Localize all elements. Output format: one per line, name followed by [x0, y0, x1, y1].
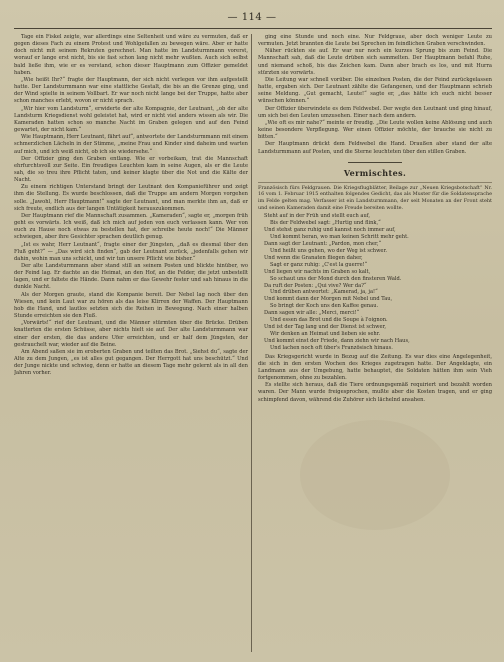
poem-line: Und kommt dann der Morgen mit Nebel und Tau, — [264, 296, 393, 303]
poem-line: Und kommt heran, wo man keinen Schritt mehr geht. — [270, 234, 409, 241]
article-paragraph: Zu einem richtigen Unterstand bringt der Leutnant den Kompanieführer und zeigt ihm die Stellung. Es wurde beschlossen, daß die Truppe am andern Morgen vorgehen solle. „Jawohl, Herr Hauptmann!“ sagte der Leutnant, und man merkte ihm an, daß er sich freute, endlich aus der langen Untätigkeit herauszukommen. — [14, 184, 248, 212]
poem-line: Und drüben antwortet: „Kamerad, ja, ja!“ — [270, 289, 378, 296]
article-paragraph: Tage ein Fiskel zeigte, war allerdings eine Seltenheit und wäre zu vermuten, daß er gegen dieses Fach zu einem Protest und Wohlgefallen zu bewegen wäre. Aber er hatte doch nicht mit seinem Rekruten gerechnet. Man hatte im Landsturmmann vorerst, worauf er lange erst nicht, bis sie fast schon lang nicht mehr wußten. Auch sich selbst bald ließe ihm, wie er es verstand, schon dieser Hauptmann zum Offizier gemeldet haben. — [14, 34, 248, 76]
poem-line: So bringt der Koch uns den Kaffee genau. — [270, 303, 379, 310]
poem-line: Sagt er ganz ruhig: „C'est la guerre!“ — [270, 261, 368, 268]
poem — [258, 213, 492, 351]
poem-line: So schaut uns der Mond durch den finsteren Wald. — [270, 275, 402, 282]
article-paragraph: Am Abend saßen sie im eroberten Graben und teilten das Brot. „Siehst du“, sagte der Alte zu dem Jungen, „es ist alles gut gegangen. Der Herrgott hat uns beschützt.“ Und der Junge nickte und schwieg, denn er hatte an diesem Tage mehr gelernt als in all den Jahren vorher. — [14, 348, 248, 377]
poem-line: Und heißt uns gehen, wo der Weg ist schwer. — [270, 248, 387, 254]
poem-line: Wir denken an Heimat und lieben sie sehr. — [270, 330, 381, 337]
poem-line: Bis der Feldwebel sagt: „Hurtig und flink,“ — [270, 220, 381, 227]
left-column — [14, 34, 248, 652]
article-paragraph: Als der Morgen graute, stand die Kompanie bereit. Der Nebel lag noch über den Wiesen, und kein Laut war zu hören als das leise Klirren der Waffen. Der Hauptmann hob die Hand, und lautlos setzten sich die Reihen in Bewegung. Nach einer halben Stunde erreichten sie den Fluß. — [14, 291, 248, 320]
notice-paragraph: Französisch fürs Feldgrauen. Die Kriegsflugblätter, Beilage zur „Neuen Kriegsbotschaft“ Nr. 16 vom 1. Februar 1915 enthalten folgendes Gedicht, das als Muster für die Soldatensprache im Felde gelten mag. Verfasser ist ein Landsturmmann, der seit Monaten an der Front steht und seinen Kameraden damit eine Freude bereiten wollte. — [258, 182, 492, 212]
article-paragraph: Der Hauptmann drückt dem Feldwebel die Hand. Draußen aber stand der alte Landsturmmann auf Posten, und die Sterne leuchteten über den stillen Graben. — [258, 141, 492, 155]
poem-line: Und ist der Tag lang und der Dienst ist schwer, — [264, 323, 387, 330]
page-number: — 114 — — [227, 12, 277, 23]
right-column — [258, 34, 492, 652]
poem-line: Und wenn die Granaten fliegen daher, — [264, 254, 363, 261]
article-paragraph: Näher rückten sie auf. Er war nur noch ein kurzes Sprung bis zum Feind. Die Mannschaft sah, daß die Leute drüben sich sammelten. Der Hauptmann befahl Ruhe, und niemand schoß, bis das Zeichen kam. Dann aber brach es los, und mit Hurra stürzten sie vorwärts. — [258, 48, 492, 76]
poem-line: Und kommt einst der Friede, dann ziehn wir nach Haus, — [264, 337, 410, 344]
poem-line: Und stehst ganz ruhig und kannst noch immer auf, — [264, 227, 396, 234]
article-paragraph: Der Hauptmann rief die Mannschaft zusammen. „Kameraden“, sagte er, „morgen früh geht es vorwärts. Ich weiß, daß ich mich auf jeden von euch verlassen kann. Wer von euch zu Hause noch etwas zu bestellen hat, der schreibe heute noch!“ Die Männer schwiegen, aber ihre Gesichter sprachen deutlich genug. — [14, 212, 248, 241]
poem-line: Dann sagen wir alle: „Merci, merci!“ — [264, 310, 360, 317]
article-paragraph: Das Kriegsgericht wurde in Bezug auf die Zeitung. Es war dies eine Angelegenheit, die sich in den ersten Wochen des Krieges zugetragen hatte. Der Angeklagte, ein Landmann aus der Umgebung, hatte behauptet, die Soldaten hätten ihm sein Vieh fortgenommen, ohne zu bezahlen. — [258, 353, 492, 382]
article-paragraph: „Wie oft es mir nahe?“ meinte er freudig. „Die Leute wollen keine Ablösung und auch keine besondere Verpflegung. Wer einen Offizier möchte, der brauche sie nicht zu bitten.“ — [258, 119, 492, 141]
article-paragraph: Der Offizier überwindete es dem Feldwebel. Der wegte den Leutnant und ging hinauf, um sich bei den Leuten umzusehen. Einer nach dem andern. — [258, 105, 492, 119]
poem-line: Steht auf in der Früh und stellt euch auf, — [264, 213, 371, 220]
poem-line: Und liegen wir nachts im Graben so kalt, — [264, 268, 371, 275]
article-paragraph: „Wir hier vom Landsturm“, erwiderte der alte Kompagnie, der Leutnant, „ob der alte Landsturm Kriegsdienst wohl geleistet hat, wird er nicht viel anders wissen als wir. Die Kameraden hatten schon so manche Nacht im Graben gelegen und auf den Feind gewartet, der nicht kam.“ — [14, 105, 248, 134]
article-paragraph: Der alte Landsturmmann aber stand still an seinem Posten und blickte hinüber, wo der Feind lag. Er dachte an die Heimat, an den Hof, an die Felder, die jetzt unbestellt lagen, und er faltete die Hände. Dann nahm er das Gewehr fester und sah hinaus in die dunkle Nacht. — [14, 263, 248, 291]
poem-line: Und lachen noch oft über's Französisch hinaus. — [270, 344, 393, 351]
section-title: Vermischtes. — [343, 167, 407, 178]
poem-line: Und essen das Brot und die Soupe à l'oignon. — [270, 317, 388, 324]
column-divider — [251, 34, 252, 652]
header-rule — [14, 28, 492, 29]
article-paragraph: Der Offizier ging den Graben entlang. Wie er vorbeikam, trat die Mannschaft ehrfurchtsvoll zur Seite. Ein freudiges Leuchten kam in seine Augen, als er die Leute sah, die so treu ihre Pflicht taten, und keiner klagte über die Not und die Kälte der Nacht. — [14, 155, 248, 184]
article-paragraph: „Vorwärts!“ rief der Leutnant, und die Männer stürmten über die Brücke. Drüben knatterten die ersten Schüsse, aber nichts hielt sie auf. Der alte Landsturmmann war einer der ersten, die das andere Ufer erreichten, und er half dem Jüngsten, der gestrauchelt war, wieder auf die Beine. — [14, 320, 248, 348]
poem-line: Dann sagt der Leutnant: „Pardon, mon cher,“ — [264, 241, 382, 248]
article-paragraph: „Wie heißt Ihr?“ fragte der Hauptmann, der sich nicht verlegen vor ihm aufgestellt hatte. Der Landsturmmann war eine stattliche Gestalt, die bis an die Grenze ging, und der Wind spielte in seinem Vollbart. Er war noch nicht lange bei der Truppe, hatte aber schon manches erlebt, wovon er nicht sprach. — [14, 76, 248, 105]
article-paragraph: Wie Hauptmann, Herr Leutnant, fährt auf“, antwortete der Landsturmmann mit einem schmerzlichen Lächeln in der Stimme, „meine Frau und Kinder sind daheim und warten auf mich, und ich weiß nicht, ob ich sie wiedersehe.“ — [14, 134, 248, 155]
article-paragraph: ging eine Stunde und noch eine. Nur Feldgraue, aber doch weniger Leute zu vermuten. Jetzt brannten die Leute bei Sprechen im feindlichen Graben verschwinden. — [258, 34, 492, 48]
article-paragraph: Es stellte sich heraus, daß die Tiere ordnungsgemäß requiriert und bezahlt worden waren. Der Mann wurde freigesprochen, mußte aber die Kosten tragen, und er ging schimpfend davon, während die Zuhörer sich lächelnd ansahen. — [258, 382, 492, 403]
article-paragraph: Die Leitung war schnell vorüber. Die einzelnen Posten, die der Feind zurückgelassen hatte, ergaben sich. Der Leutnant zählte die Gefangenen, und der Hauptmann schrieb seine Meldung. „Gut gemacht, Leute!“ sagte er, „das hätte ich euch nicht besser wünschen können.“ — [258, 76, 492, 105]
section-separator — [258, 159, 492, 165]
poem-line: Da ruft der Posten: „Qui vive? Wer da?“ — [264, 282, 367, 289]
article-paragraph: „Ist es wahr, Herr Leutnant“, fragte einer der Jüngsten, „daß es diesmal über den Fluß geht?“ — „Das wird sich finden“, gab der Leutnant zurück, „jedenfalls gehen wir dahin, wohin man uns schickt, und wir tun unsere Pflicht wie bisher.“ — [14, 241, 248, 262]
